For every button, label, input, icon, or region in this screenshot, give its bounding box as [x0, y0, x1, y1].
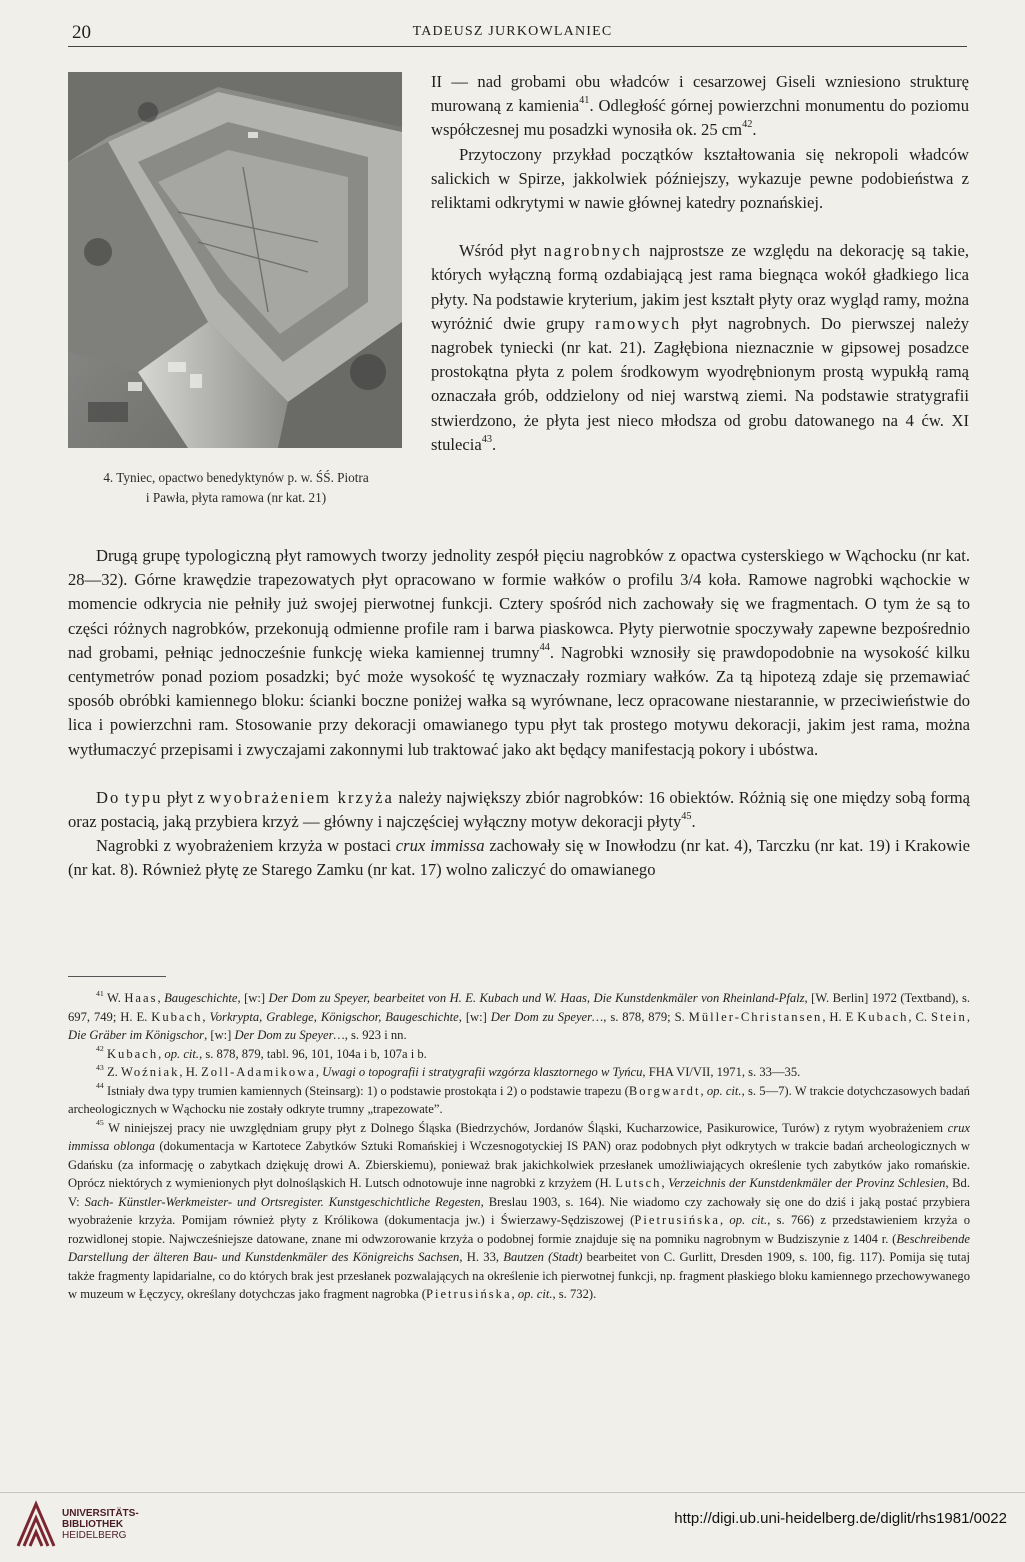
page-number: 20: [72, 22, 91, 43]
footnote-ref-43[interactable]: 43: [481, 433, 492, 445]
header-rule: [68, 46, 967, 47]
caption-line-1: 4. Tyniec, opactwo benedyktynów p. w. ŚŚ. Piotra: [103, 470, 369, 485]
footnote-42: $^{42}$ Kubach, op. cit., s. 878, 879, tabl. 96, 101, 104a i b, 107a i b.: [96, 1044, 427, 1061]
footnote-rule: [68, 976, 166, 977]
paragraph-6: Nagrobki z wyobrażeniem krzyża w postaci crux immissa zachowały się w Inowłodzu (nr kat. 4), Tarczku (nr kat. 19) i Krakowie (nr kat. 8). Również płytę ze Starego Zamku (nr kat. 17) wolno zaliczyć do omawianego: [68, 836, 970, 880]
figure-photograph: [68, 72, 402, 448]
footnote-ref-41[interactable]: 41: [579, 95, 590, 107]
footnote-ref-42[interactable]: 42: [742, 119, 753, 131]
source-url-link[interactable]: http://digi.ub.uni-heidelberg.de/diglit/rhs1981/0022: [674, 1510, 1007, 1527]
library-name: UNIVERSITÄTS- BIBLIOTHEK HEIDELBERG: [62, 1508, 139, 1541]
caption-line-2: i Pawła, płyta ramowa (nr kat. 21): [145, 490, 327, 505]
paragraph-5: Do typu płyt z wyobrażeniem krzyża należy największy zbiór nagrobków: 16 obiektów. Różnią się one między sobą formą oraz postacią, jaką przybiera krzyż — główny i najczęściej wyłączny motyw dekoracji płyty$^{45}$.: [68, 787, 970, 832]
footnote-ref-44[interactable]: 44: [539, 641, 550, 653]
footnote-44: $^{44}$ Istniały dwa typy trumien kamiennych (Steinsarg): 1) o podstawie prostokąta i 2) o podstawie trapezu (Borgwardt, op. cit., s. 5—7). W trakcie dotychczasowych badań archeologicznych w Wąchocku nie zostały odkryte trumny „trapezowate”.: [68, 1081, 970, 1116]
footnote-43: $^{43}$ Z. Woźniak, H. Zoll-Adamikowa, Uwagi o topografii i stratygrafii wzgórza klasztornego w Tyńcu, FHA VI/VII, 1971, s. 33—35.: [96, 1062, 801, 1079]
footnote-ref-45[interactable]: 45: [681, 810, 692, 822]
paragraph-3: Wśród płyt nagrobnych najprostsze ze względu na dekorację są takie, których wyłączną formą ozdabiającą jest rama biegnąca wokół gładkiego lica płyty. Na podstawie kryterium, jakim jest kształt płyty oraz wygląd ramy, można wyróżnić dwie grupy ramowych płyt nagrobnych. Do pierwszej należy nagrobek tyniecki (nr kat. 21). Zagłębiona nieznacznie w gipsowej posadzce prostokątna płyta z polem środkowym wyodrębnionym prostą wypukłą ramą oznaczała grób, oddzielony od niej warstwą ziemi. Na podstawie stratygrafii stwierdzono, że płyta jest nieco młodsza od grobu datowanego na 4 ćw. XI stulecia$^{43}$.: [431, 241, 970, 454]
photograph-tomb-slab-icon: [68, 72, 402, 448]
footer-rule: [0, 1492, 1025, 1493]
paragraph-4: Drugą grupę typologiczną płyt ramowych tworzy jednolity zespół pięciu nagrobków z opactwa cysterskiego w Wąchocku (nr kat. 28—32). Górne krawędzie trapezowatych płyt opracowano w formie wałków o profilu 3/4 koła. Ramowe nagrobki wąchockie w momencie odkrycia nie pełniły już swojej pierwotnej funkcji. Cztery spośród nich zachowały się we fragmentach. O tym że są to części różnych nagrobków, przekonują odmienne profile ram i barwa piaskowca. Płyty pierwotnie spoczywały zapewne bezpośrednio nad grobami, pełniąc jednocześnie funkcję wieka kamiennej trumny$^{44}$. Nagrobki wznosiły się prawdopodobnie na wysokość kilku centymetrów ponad poziom posadzki; być może wysokość tę wyznaczały rozmiary wałków. Za tą hipotezą zdaje się przemawiać sposób obróbki kamiennego bloku: ścianki boczne poniżej wałka są wyrównane, lecz opracowane niestarannie, w przeciwieństwie do lica i powierzchni ram. Stosowanie przy dekoracji omawianego typu płyt tak prostego motywu dekoracji, jakim jest rama, można wytłumaczyć przepisami i zwyczajami zakonnymi lub traktować jako akt będący manifestacją pokory i ubóstwa.: [68, 546, 970, 759]
right-column-text: [431, 70, 969, 457]
paragraph-2: Przytoczony przykład początków kształtowania się nekropoli władców salickich w Spirze, jakkolwiek późniejszy, wykazuje pewne podobieństwa z reliktami odkrytymi w nawie głównej katedry poznańskiej.: [431, 144, 969, 213]
footnote-45: $^{45}$ W niniejszej pracy nie uwzględniam grupy płyt z Dolnego Śląska (Biedrzychów, Jordanów Śląski, Kucharzowice, Pasikurowice, Turów) z rytym wyobrażeniem crux immissa oblonga (dokumentacja w Kartotece Zabytków Sztuki Romańskiej i Wczesnogotyckiej IS PAN) oraz podobnych płyt odkrytych w trakcie badań archeologicznych w Gdańsku (za informację o zabytkach dziękuję drowi A. Zbierskiemu), ponieważ brak jakichkolwiek przesłanek umożliwiających określenie tych zabytków jako romańskie. Oprócz niektórych z wymienionych płyt dolnośląskich H. Lutsch odnotowuje inne nagrobki z krzyżem (H. Lutsch, Verzeichnis der Kunstdenkmäler der Provinz Schlesien, Bd. V: Sach- Künstler-Werkmeister- und Ortsregister. Kunstgeschichtliche Regesten, Breslau 1903, s. 164). Nie wiadomo czy zachowały się one do dziś i jaką postać przybiera wyobrażenie krzyża. Pomijam również płyty z Królikowa (dokumentacja jw.) i Świerzawy-Sędziszowej (Pietrusińska, op. cit., s. 766) z przedstawieniem krzyża o rozwidlonej stopie. Najwcześniejsze datowane, znane mi odwzorowanie krzyża o podobnej formie znajduje się na pomniku nagrobnym w Budziszynie z 1404 r. (Beschreibende Darstellung der älteren Bau- und Kunstdenkmäler des Königreichs Sachsen, H. 33, Bautzen (Stadt) bearbeitet von C. Gurlitt, Dresden 1909, s. 100, fig. 117). Pomija się tutaj także fragmenty lapidarialne, co do których brak jest przesłanek pozwalających na określenie ich pierwotnej funkcji, np. fragment płaskiego bloku kamiennego przechowywanego w muzeum w Łęczycy, określany dotychczas jako fragment nagrobka (Pietrusińska, op. cit., s. 732).: [68, 1118, 971, 1301]
main-text: [68, 544, 970, 883]
footnote-41: $^{41}$ W. Haas, Baugeschichte, [w:] Der Dom zu Speyer, bearbeitet von H. E. Kubach und W. Haas, Die Kunstdenkmäler von Rheinland-Pfalz, [W. Berlin] 1972 (Textband), s. 697, 749; H. E. Kubach, Vorkrypta, Grablege, Königschor, Baugeschichte, [w:] Der Dom zu Speyer…, s. 878, 879; S. Müller-Christansen, H. E Kubach, C. Stein, Die Gräber im Königschor, [w:] Der Dom zu Speyer…, s. 923 i nn.: [68, 988, 971, 1042]
running-head: TADEUSZ JURKOWLANIEC: [412, 24, 613, 39]
paragraph-1: II — nad grobami obu władców i cesarzowej Giseli wzniesiono strukturę murowaną z kamienia$^{41}$. Odległość górnej powierzchni monumentu do poziomu współczesnej mu posadzki wynosiła ok. 25 $cm^{42}$.: [431, 72, 969, 140]
library-logo-icon[interactable]: [14, 1500, 58, 1550]
footnotes: [68, 989, 970, 1304]
figure-caption: [60, 468, 412, 508]
